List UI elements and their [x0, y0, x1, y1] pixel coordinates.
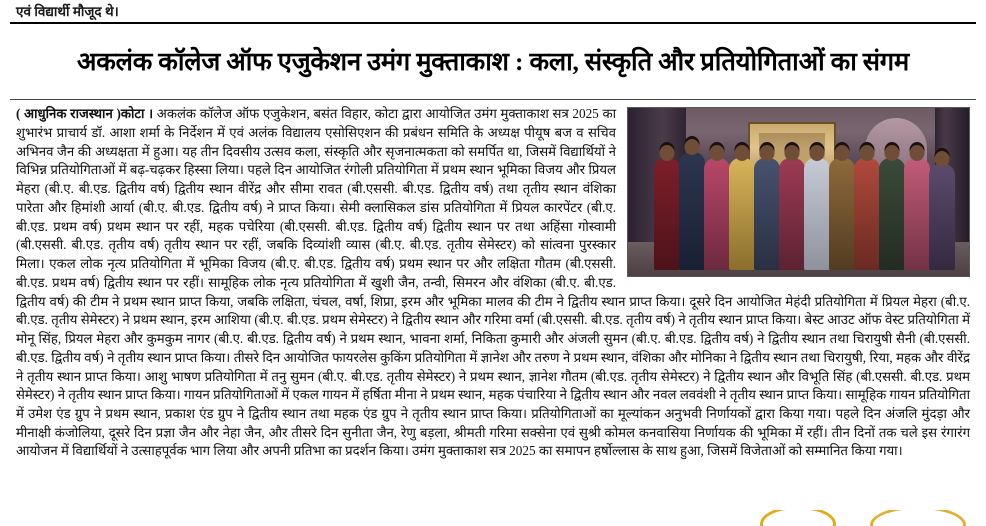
article-paragraph: अकलंक कॉलेज ऑफ एजुकेशन, बसंत विहार, कोटा द्वारा आयोजित उमंग मुक्ताकाश सत्र 2025 का शुभारंभ प्राचार्य डॉ. आशा शर्मा के निर्देशन में एवं अलंक विद्यालय एसोसिएशन की प्रबंधन समिति के अध्यक्ष पीयूष बज व सचिव अभिनव जैन की अध्यक्षता में हुआ। यह तीन दिवसीय उत्सव कला, संस्कृति और सृजनात्मकता को समर्पित था, जिसमें विद्यार्थियों ने विभिन्न प्रतियोगिताओं में बढ़-चढ़कर हिस्सा लिया। पहले दिन आयोजित रंगोली प्रतियोगिता में प्रथम स्थान भूमिका विजय और प्रियल मेहरा (बी.ए. बी.एड. द्वितीय वर्ष) द्वितीय स्थान वीरेंद्र और सीमा रावत (बी.एससी. बी.एड. द्वितीय वर्ष) तथा तृतीय स्थान वंशिका पारेता और हिमांशी आर्या (बी.ए. बी.एड. द्वितीय वर्ष) ने प्राप्त किया। सेमी क्लासिकल डांस प्रतियोगिता में प्रियल कारपेंटर (बी.ए. बी.एड. प्रथम वर्ष) प्रथम स्थान पर रहीं, महक पचेरिया (बी.एससी. बी.एड. द्वितीय वर्ष) द्वितीय स्थान पर तथा अहिंसा गोस्वामी (बी.एससी. बी.एड. तृतीय वर्ष) तृतीय स्थान पर रहीं, जबकि दिव्यांशी व्यास (बी.ए. बी.एड. तृतीय सेमेस्टर) को सांत्वना पुरस्कार मिला। एकल लोक नृत्य प्रतियोगिता में भूमिका विजय (बी.ए. बी.एड. द्वितीय वर्ष) प्रथम स्थान पर और लक्षिता गौतम (बी.एससी. बी.एड. प्रथम वर्ष) द्वितीय स्थान पर रहीं। सामूहिक लोक नृत्य प्रतियोगिता में खुशी जैन, तन्वी, सिमरन और वंशिका (बी.ए. बी.एड. द्वितीय वर्ष) की टीम ने प्रथम स्थान प्राप्त किया, जबकि लक्षिता, चंचल, वर्षा, शिप्रा, इरम और भूमिका मालव की टीम ने द्वितीय स्थान प्राप्त किया। दूसरे दिन आयोजित मेहंदी प्रतियोगिता में प्रियल मेहरा (बी.ए. बी.एड. तृतीय सेमेस्टर) ने प्रथम स्थान, इरम आशिया (बी.ए. बी.एड. प्रथम सेमेस्टर) ने द्वितीय स्थान और गरिमा वर्मा (बी.एससी. बी.एड. तृतीय वर्ष) ने तृतीय स्थान प्राप्त किया। बेस्ट आउट ऑफ वेस्ट प्रतियोगिता में मोनू सिंह, प्रियल मेहरा और कुमकुम नागर (बी.ए. बी.एड. द्वितीय वर्ष) ने प्रथम स्थान, भावना शर्मा, निकिता कुमारी और अंजली सुमन (बी.ए. बी.एड. द्वितीय वर्ष) ने द्वितीय स्थान तथा चिरायुषी सैनी (बी.एससी. बी.एड. द्वितीय वर्ष) ने तृतीय स्थान प्राप्त किया। तीसरे दिन आयोजित फायरलेस कुकिंग प्रतियोगिता में ज्ञानेश और तरुण ने प्रथम स्थान, वंशिका और मोनिका ने द्वितीय स्थान तथा चिरायुषी, रिया, महक और वीरेंद्र ने तृतीय स्थान प्राप्त किया। आशु भाषण प्रतियोगिता में तनु सुमन (बी.ए. बी.एड. तृतीय सेमेस्टर) ने प्रथम स्थान, ज्ञानेश गौतम (बी.एड. तृतीय सेमेस्टर) ने द्वितीय स्थान और विभूति सिंह (बी.एससी. बी.एड. प्रथम सेमेस्टर) ने तृतीय स्थान प्राप्त किया। गायन प्रतियोगिताओं में एकल गायन में हर्षिता मीना ने प्रथम स्थान, महक पंचारिया ने द्वितीय स्थान और नवल लववंशी ने तृतीय स्थान प्राप्त किया। सामूहिक गायन प्रतियोगिता में उमेश एंड ग्रुप ने प्रथम स्थान, प्रकाश एंड ग्रुप ने द्वितीय स्थान तथा महक एंड ग्रुप ने तृतीय स्थान प्राप्त किया। प्रतियोगिताओं का मूल्यांकन अनुभवी निर्णायकों द्वारा किया गया। पहले दिन अंजलि मुंदड़ा और मीनाक्षी कंजोलिया, दूसरे दिन प्रज्ञा जैन और नेहा जैन, और तीसरे दिन सुनीता जैन, रेणु बड़ला, श्रीमती गरिमा सक्सेना एवं सुश्री कोमल कनवासिया निर्णायक की भूमिका में रहीं। तीन दिनों तक चले इस रंगारंग आयोजन में विद्यार्थियों ने उत्साहपूर्वक भाग लिया और अपनी प्रतिभा का प्रदर्शन किया। उमंग मुक्ताकाश सत्र 2025 का समापन हर्षोल्लास के साथ हुआ, जिसमें विजेताओं को सम्मानित किया गया।: [16, 106, 970, 459]
photo-people-row: [654, 138, 961, 270]
article-dateline: ( आधुनिक राजस्थान )कोटा ।: [16, 106, 154, 122]
article-body: [10, 100, 976, 461]
page-footer-ornament: [0, 510, 986, 526]
article-photo: [627, 107, 970, 277]
page-title: अकलंक कॉलेज ऑफ एजुकेशन उमंग मुक्ताकाश : कला, संस्कृति और प्रतियोगिताओं का संगम: [76, 47, 910, 77]
footer-swirl-icon: [760, 510, 836, 526]
footer-swirl-secondary-icon: [870, 510, 966, 526]
masthead-topline: एवं विद्यार्थी मौजूद थे।: [16, 4, 119, 19]
masthead-rule: [10, 22, 976, 24]
